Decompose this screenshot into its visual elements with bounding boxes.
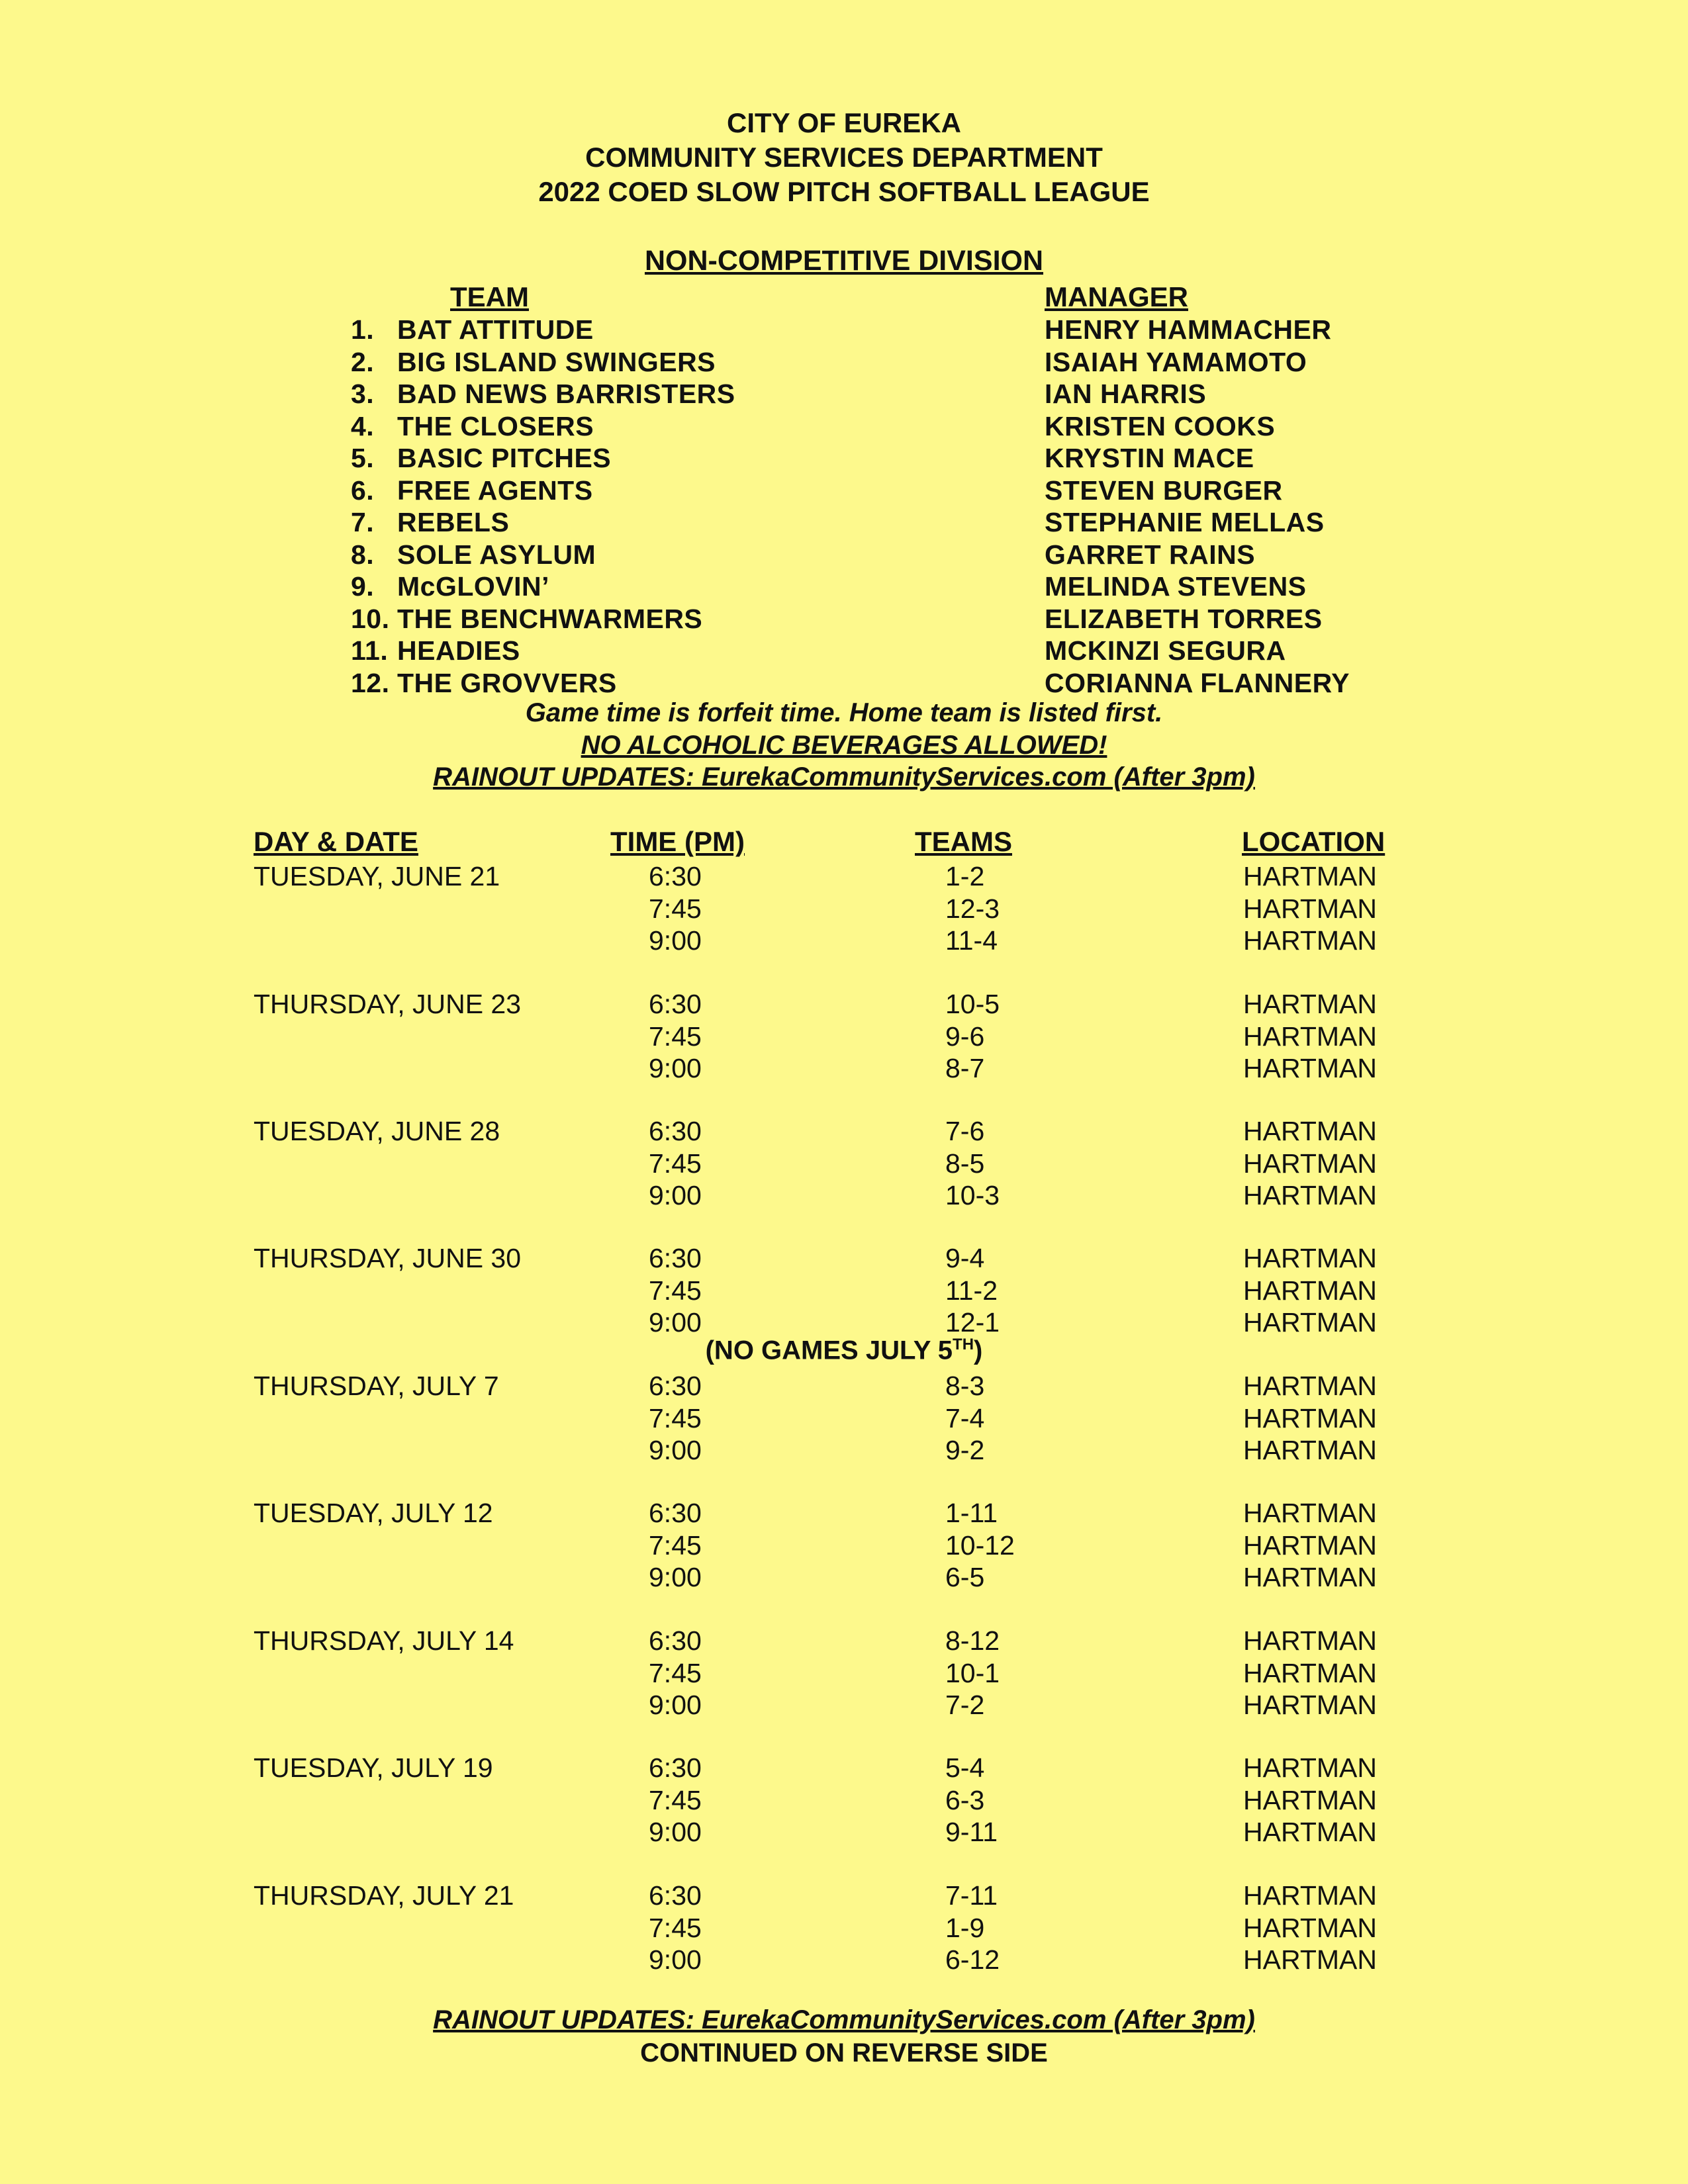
- team-manager: STEVEN BURGER: [1045, 475, 1283, 506]
- game-location: HARTMAN: [1243, 1180, 1377, 1210]
- team-row: [0, 539, 1688, 570]
- game-day: TUESDAY, JULY 12: [254, 1498, 493, 1528]
- game-time: 9:00: [649, 1944, 702, 1975]
- team-manager: CORIANNA FLANNERY: [1045, 667, 1350, 698]
- schedule-row: [0, 1880, 1688, 1911]
- team-row: [0, 475, 1688, 506]
- schedule-row: [0, 1115, 1688, 1147]
- team-manager: ELIZABETH TORRES: [1045, 603, 1323, 634]
- game-teams: 7-6: [945, 1116, 985, 1146]
- game-teams: 1-2: [945, 861, 985, 891]
- schedule-row: [0, 1370, 1688, 1402]
- team-number: 5.: [351, 443, 375, 473]
- team-number: 6.: [351, 475, 375, 506]
- game-teams: 9-2: [945, 1435, 985, 1465]
- game-day: THURSDAY, JULY 21: [254, 1880, 514, 1911]
- game-teams: 10-3: [945, 1180, 1000, 1210]
- game-day: THURSDAY, JUNE 23: [254, 989, 522, 1019]
- game-location: HARTMAN: [1243, 861, 1377, 891]
- game-location: HARTMAN: [1243, 1752, 1377, 1783]
- team-name: REBELS: [397, 507, 510, 537]
- game-teams: 10-12: [945, 1529, 1015, 1561]
- game-location: HARTMAN: [1243, 1275, 1377, 1306]
- game-time: 9:00: [649, 1435, 702, 1465]
- rainout-note: RAINOUT UPDATES: EurekaCommunityServices.com (After 3pm): [433, 762, 1255, 792]
- game-location: HARTMAN: [1243, 1402, 1377, 1433]
- team-row: [0, 442, 1688, 474]
- team-manager: IAN HARRIS: [1045, 379, 1207, 409]
- game-teams: 11-2: [945, 1275, 998, 1306]
- game-location: HARTMAN: [1243, 1784, 1377, 1815]
- game-teams: 8-7: [945, 1053, 985, 1083]
- schedule-row: [0, 1021, 1688, 1052]
- game-location: HARTMAN: [1243, 1529, 1377, 1561]
- game-time: 6:30: [649, 989, 702, 1019]
- team-number: 3.: [351, 379, 375, 409]
- game-teams: 10-1: [945, 1657, 1000, 1688]
- game-time: 6:30: [649, 1243, 702, 1273]
- schedule-row: [0, 1912, 1688, 1944]
- game-teams: 7-2: [945, 1690, 985, 1720]
- game-location: HARTMAN: [1243, 1371, 1377, 1401]
- team-manager: MCKINZI SEGURA: [1045, 635, 1286, 666]
- team-name: THE CLOSERS: [397, 410, 594, 441]
- game-location: HARTMAN: [1243, 1880, 1377, 1911]
- schedule-row: [0, 1561, 1688, 1593]
- team-number: 4.: [351, 410, 375, 441]
- team-name: BIG ISLAND SWINGERS: [397, 346, 716, 377]
- schedule-row: [0, 1434, 1688, 1466]
- game-day: THURSDAY, JULY 14: [254, 1625, 514, 1656]
- game-location: HARTMAN: [1243, 893, 1377, 924]
- team-row: [0, 667, 1688, 699]
- team-name: SOLE ASYLUM: [397, 539, 596, 570]
- schedule-row: [0, 1784, 1688, 1816]
- location-header: LOCATION: [1242, 826, 1385, 857]
- game-time: 6:30: [649, 861, 702, 891]
- game-teams: 10-5: [945, 989, 1000, 1019]
- schedule-row: [0, 1816, 1688, 1848]
- game-location: HARTMAN: [1243, 1243, 1377, 1273]
- team-name: HEADIES: [397, 635, 520, 666]
- team-name: McGLOVIN’: [397, 571, 550, 602]
- team-row: [0, 378, 1688, 410]
- schedule-row: [0, 1275, 1688, 1306]
- schedule-row: [0, 1689, 1688, 1721]
- game-location: HARTMAN: [1243, 1053, 1377, 1083]
- footer-continued: CONTINUED ON REVERSE SIDE: [640, 2038, 1048, 2068]
- teams-header: TEAMS: [915, 826, 1012, 857]
- game-day: TUESDAY, JUNE 28: [254, 1116, 500, 1146]
- day-date-header: DAY & DATE: [254, 826, 418, 857]
- game-location: HARTMAN: [1243, 989, 1377, 1019]
- game-teams: 1-9: [945, 1912, 985, 1943]
- schedule-row: [0, 1625, 1688, 1657]
- team-name: THE BENCHWARMERS: [397, 603, 703, 634]
- game-teams: 7-4: [945, 1402, 985, 1433]
- forfeit-note: Game time is forfeit time. Home team is listed first.: [525, 698, 1163, 727]
- team-manager: GARRET RAINS: [1045, 539, 1256, 570]
- game-time: 7:45: [649, 893, 702, 924]
- schedule-row: [0, 1052, 1688, 1084]
- game-time: 6:30: [649, 1116, 702, 1146]
- game-location: HARTMAN: [1243, 1657, 1377, 1688]
- game-location: HARTMAN: [1243, 1307, 1377, 1338]
- game-teams: 8-12: [945, 1625, 1000, 1656]
- team-manager: KRYSTIN MACE: [1045, 443, 1254, 473]
- team-manager: MELINDA STEVENS: [1045, 571, 1307, 602]
- game-teams: 6-5: [945, 1562, 985, 1592]
- team-number: 8.: [351, 539, 375, 570]
- game-teams: 11-4: [945, 925, 998, 956]
- team-row: [0, 635, 1688, 666]
- game-time: 9:00: [649, 1180, 702, 1210]
- game-time: 7:45: [649, 1402, 702, 1433]
- schedule-row: [0, 1179, 1688, 1211]
- game-teams: 9-4: [945, 1243, 985, 1273]
- team-row: [0, 570, 1688, 602]
- team-manager: HENRY HAMMACHER: [1045, 314, 1332, 345]
- game-location: HARTMAN: [1243, 1148, 1377, 1179]
- game-location: HARTMAN: [1243, 1435, 1377, 1465]
- manager-column-header: MANAGER: [1045, 281, 1188, 312]
- game-location: HARTMAN: [1243, 1021, 1377, 1052]
- schedule-row: [0, 893, 1688, 925]
- game-day: THURSDAY, JUNE 30: [254, 1243, 522, 1273]
- game-time: 7:45: [649, 1148, 702, 1179]
- game-location: HARTMAN: [1243, 925, 1377, 956]
- alcohol-warning: NO ALCOHOLIC BEVERAGES ALLOWED!: [581, 731, 1107, 760]
- no-games-note: (NO GAMES JULY 5TH): [705, 1336, 983, 1365]
- game-location: HARTMAN: [1243, 1817, 1377, 1847]
- footer-rainout: RAINOUT UPDATES: EurekaCommunityServices.com (After 3pm): [433, 2005, 1255, 2034]
- game-time: 9:00: [649, 1307, 702, 1338]
- schedule-row: [0, 988, 1688, 1020]
- game-teams: 6-3: [945, 1784, 985, 1815]
- game-time: 7:45: [649, 1529, 702, 1561]
- game-teams: 6-12: [945, 1944, 1000, 1975]
- game-time: 6:30: [649, 1498, 702, 1528]
- game-time: 6:30: [649, 1625, 702, 1656]
- team-number: 1.: [351, 314, 375, 345]
- game-time: 6:30: [649, 1752, 702, 1783]
- team-number: 7.: [351, 507, 375, 537]
- header-city: CITY OF EUREKA: [727, 107, 961, 138]
- game-teams: 7-11: [945, 1880, 998, 1911]
- team-row: [0, 314, 1688, 345]
- team-number: 10.: [351, 603, 390, 634]
- game-time: 9:00: [649, 1690, 702, 1720]
- game-time: 6:30: [649, 1880, 702, 1911]
- team-row: [0, 346, 1688, 378]
- game-day: TUESDAY, JULY 19: [254, 1752, 493, 1783]
- game-teams: 8-3: [945, 1371, 985, 1401]
- header-department: COMMUNITY SERVICES DEPARTMENT: [585, 142, 1103, 173]
- game-time: 7:45: [649, 1784, 702, 1815]
- team-row: [0, 603, 1688, 635]
- game-day: TUESDAY, JUNE 21: [254, 861, 500, 891]
- game-teams: 8-5: [945, 1148, 985, 1179]
- game-time: 9:00: [649, 1053, 702, 1083]
- schedule-row: [0, 860, 1688, 892]
- team-name: THE GROVVERS: [397, 667, 617, 698]
- schedule-row: [0, 1752, 1688, 1784]
- schedule-row: [0, 1148, 1688, 1179]
- division-title: NON-COMPETITIVE DIVISION: [644, 245, 1044, 277]
- game-time: 7:45: [649, 1657, 702, 1688]
- schedule-row: [0, 925, 1688, 956]
- game-teams: 9-6: [945, 1021, 985, 1052]
- game-location: HARTMAN: [1243, 1116, 1377, 1146]
- time-header: TIME (PM): [610, 826, 745, 857]
- header-league: 2022 COED SLOW PITCH SOFTBALL LEAGUE: [538, 176, 1150, 207]
- team-name: FREE AGENTS: [397, 475, 593, 506]
- schedule-row: [0, 1657, 1688, 1689]
- team-name: BASIC PITCHES: [397, 443, 612, 473]
- team-manager: STEPHANIE MELLAS: [1045, 507, 1325, 537]
- team-number: 11.: [351, 635, 389, 666]
- game-time: 7:45: [649, 1021, 702, 1052]
- team-column-header: TEAM: [450, 281, 529, 312]
- team-row: [0, 410, 1688, 442]
- game-teams: 12-3: [945, 893, 1000, 924]
- game-time: 7:45: [649, 1275, 702, 1306]
- team-number: 2.: [351, 346, 375, 377]
- schedule-row: [0, 1402, 1688, 1434]
- game-teams: 1-11: [945, 1498, 998, 1528]
- team-manager: ISAIAH YAMAMOTO: [1045, 346, 1307, 377]
- schedule-row: [0, 1944, 1688, 1976]
- game-location: HARTMAN: [1243, 1625, 1377, 1656]
- game-time: 6:30: [649, 1371, 702, 1401]
- game-time: 7:45: [649, 1912, 702, 1943]
- schedule-row: [0, 1306, 1688, 1338]
- game-location: HARTMAN: [1243, 1498, 1377, 1528]
- game-location: HARTMAN: [1243, 1912, 1377, 1943]
- game-day: THURSDAY, JULY 7: [254, 1371, 499, 1401]
- game-location: HARTMAN: [1243, 1562, 1377, 1592]
- game-location: HARTMAN: [1243, 1944, 1377, 1975]
- schedule-row: [0, 1242, 1688, 1274]
- game-time: 9:00: [649, 1562, 702, 1592]
- schedule-row: [0, 1497, 1688, 1529]
- game-teams: 12-1: [945, 1307, 1000, 1338]
- team-manager: KRISTEN COOKS: [1045, 410, 1276, 441]
- game-location: HARTMAN: [1243, 1690, 1377, 1720]
- game-time: 9:00: [649, 1817, 702, 1847]
- game-teams: 5-4: [945, 1752, 985, 1783]
- schedule-row: [0, 1529, 1688, 1561]
- team-name: BAT ATTITUDE: [397, 314, 594, 345]
- team-name: BAD NEWS BARRISTERS: [397, 379, 735, 409]
- team-number: 9.: [351, 571, 375, 602]
- game-teams: 9-11: [945, 1817, 998, 1847]
- game-time: 9:00: [649, 925, 702, 956]
- team-row: [0, 506, 1688, 538]
- team-number: 12.: [351, 667, 390, 698]
